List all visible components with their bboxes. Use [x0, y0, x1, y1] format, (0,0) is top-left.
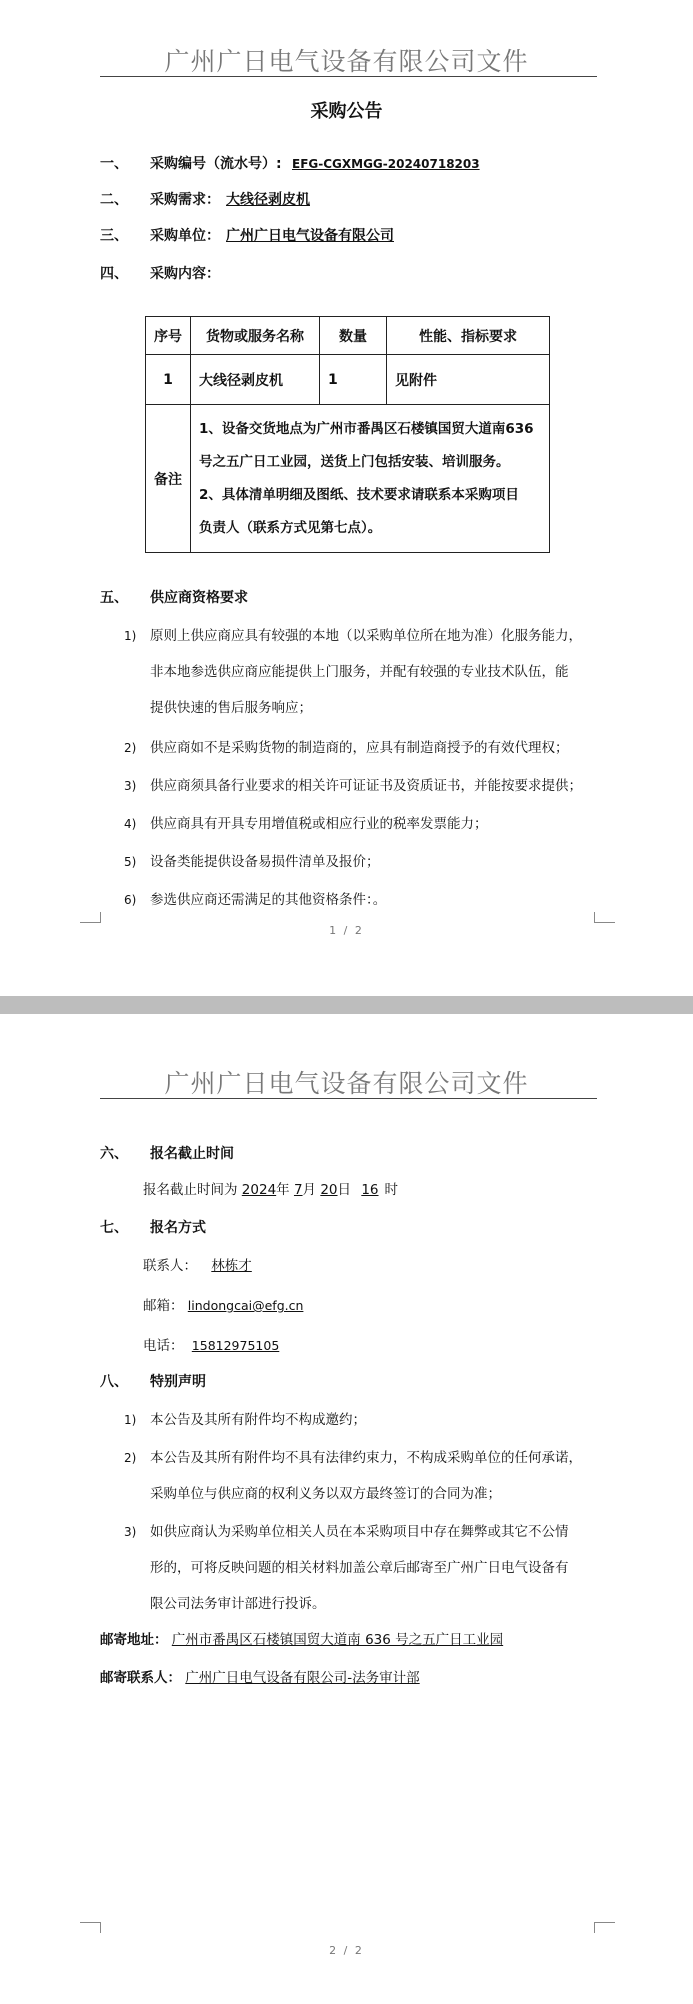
list-number: 1) [124, 629, 137, 643]
procurement-table [145, 316, 550, 553]
document-page-2 [0, 1014, 693, 2004]
list-item-line: 原则上供应商应具有较强的本地（以采购单位所在地为准）化服务能力， [150, 628, 582, 644]
list-number: 4) [124, 817, 137, 831]
table-header-cell: 数量 [320, 317, 387, 355]
corner-mark [594, 1922, 615, 1933]
section-number: 六、 [100, 1146, 128, 1162]
mail-address-row [100, 1630, 503, 1650]
list-item-line: 本公告及其所有附件均不具有法律约束力，不构成采购单位的任何承诺， [150, 1450, 582, 1466]
procurement-unit: 广州广日电气设备有限公司 [226, 228, 394, 244]
table-remark-row [146, 405, 550, 553]
page-number: 1 / 2 [329, 924, 364, 937]
item-label: 采购需求： [150, 192, 220, 208]
company-header: 广州广日电气设备有限公司文件 [164, 47, 529, 76]
mail-contact-row [100, 1668, 420, 1688]
table-header-cell: 性能、指标要求 [387, 317, 550, 355]
list-number: 6) [124, 893, 137, 907]
mail-contact-label: 邮寄联系人： [100, 1670, 181, 1686]
table-header-row [146, 317, 550, 355]
list-item-line: 供应商具有开具专用增值税或相应行业的税率发票能力； [150, 816, 488, 832]
section-number: 七、 [100, 1220, 128, 1236]
list-item-line: 供应商如不是采购货物的制造商的，应具有制造商授予的有效代理权； [150, 740, 569, 756]
mail-address-value: 广州市番禺区石楼镇国贸大道南 636 号之五广日工业园 [171, 1632, 504, 1648]
list-number: 2) [124, 741, 137, 755]
phone-value: 15812975105 [191, 1338, 280, 1353]
header-divider [100, 1098, 597, 1099]
section-title: 供应商资格要求 [150, 590, 248, 606]
phone-label: 电话： [143, 1338, 184, 1354]
list-number: 1) [124, 1413, 137, 1427]
table-header-cell: 序号 [146, 317, 191, 355]
deadline-hour: 16 [361, 1182, 379, 1198]
list-number: 3) [124, 1525, 137, 1539]
table-row [146, 355, 550, 405]
item-number: 三、 [100, 228, 128, 244]
item-number: 一、 [100, 156, 128, 172]
procurement-number: EFG-CGXMGG-20240718203 [292, 157, 480, 171]
list-item-line: 本公告及其所有附件均不构成邀约； [150, 1412, 366, 1428]
item-number: 四、 [100, 266, 128, 282]
page-number: 2 / 2 [329, 1944, 364, 1957]
corner-mark [80, 1922, 101, 1933]
deadline-hour-unit: 时 [384, 1182, 399, 1198]
table-header-cell: 货物或服务名称 [191, 317, 320, 355]
section-number: 八、 [100, 1374, 128, 1390]
table-cell: 大线径剥皮机 [191, 355, 320, 405]
contact-row [143, 1256, 262, 1276]
list-number: 2) [124, 1451, 137, 1465]
list-item-line: 供应商须具备行业要求的相关许可证证书及资质证书，并能按要求提供； [150, 778, 582, 794]
phone-row [143, 1336, 283, 1356]
section-title: 报名方式 [150, 1220, 206, 1236]
contact-label: 联系人： [143, 1258, 197, 1274]
list-number: 3) [124, 779, 137, 793]
remark-line: 负责人（联系方式见第七点）。 [199, 519, 382, 536]
item-label: 采购编号（流水号）: [150, 156, 282, 172]
deadline-prefix: 报名截止时间为 [143, 1182, 238, 1198]
page-separator [0, 996, 693, 1014]
table-cell: 见附件 [387, 355, 550, 405]
mail-contact-value: 广州广日电气设备有限公司-法务审计部 [185, 1670, 420, 1686]
section-title: 报名截止时间 [150, 1146, 234, 1162]
email-label: 邮箱： [143, 1298, 184, 1314]
list-item-line: 设备类能提供设备易损件清单及报价； [150, 854, 380, 870]
list-item-line: 如供应商认为采购单位相关人员在本采购项目中存在舞弊或其它不公情 [150, 1524, 569, 1540]
deadline-line [143, 1180, 398, 1200]
email-value: lindongcai@efg.cn [187, 1298, 304, 1313]
remark-label: 备注 [146, 405, 191, 553]
deadline-month-unit: 月 [302, 1182, 317, 1198]
remark-line: 1、设备交货地点为广州市番禺区石楼镇国贸大道南636 [199, 420, 534, 437]
list-item-line: 参选供应商还需满足的其他资格条件：。 [150, 892, 387, 908]
email-row [143, 1296, 311, 1316]
deadline-year: 2024 [241, 1182, 277, 1198]
deadline-day-unit: 日 [337, 1182, 352, 1198]
table-cell: 1 [146, 355, 191, 405]
header-divider [100, 76, 597, 77]
list-item-line: 非本地参选供应商应能提供上门服务，并配有较强的专业技术队伍，能 [150, 664, 569, 680]
procurement-demand: 大线径剥皮机 [226, 192, 310, 208]
deadline-year-unit: 年 [276, 1182, 290, 1198]
remark-line: 号之五广日工业园，送货上门包括安装、培训服务。 [199, 453, 510, 470]
contact-value: 林栋才 [211, 1258, 252, 1274]
company-header: 广州广日电气设备有限公司文件 [164, 1069, 529, 1098]
doc-title: 采购公告 [310, 101, 383, 122]
item-label: 采购单位： [150, 228, 220, 244]
list-item-line: 形的，可将反映问题的相关材料加盖公章后邮寄至广州广日电气设备有 [150, 1560, 569, 1576]
deadline-day: 20 [320, 1182, 338, 1198]
document-page-1 [0, 0, 693, 996]
list-item-line: 采购单位与供应商的权利义务以双方最终签订的合同为准； [150, 1486, 501, 1502]
item-label: 采购内容： [150, 266, 220, 282]
mail-address-label: 邮寄地址： [100, 1632, 168, 1648]
section-number: 五、 [100, 590, 128, 606]
corner-mark [80, 912, 101, 923]
deadline-month: 7 [293, 1182, 303, 1198]
item-number: 二、 [100, 192, 128, 208]
section-title: 特别声明 [150, 1374, 206, 1390]
list-item-line: 提供快速的售后服务响应； [150, 700, 312, 716]
remark-content [191, 405, 550, 553]
list-item-line: 限公司法务审计部进行投诉。 [150, 1596, 326, 1612]
list-number: 5) [124, 855, 137, 869]
corner-mark [594, 912, 615, 923]
table-cell: 1 [320, 355, 387, 405]
remark-line: 2、具体清单明细及图纸、技术要求请联系本采购项目 [199, 486, 519, 503]
